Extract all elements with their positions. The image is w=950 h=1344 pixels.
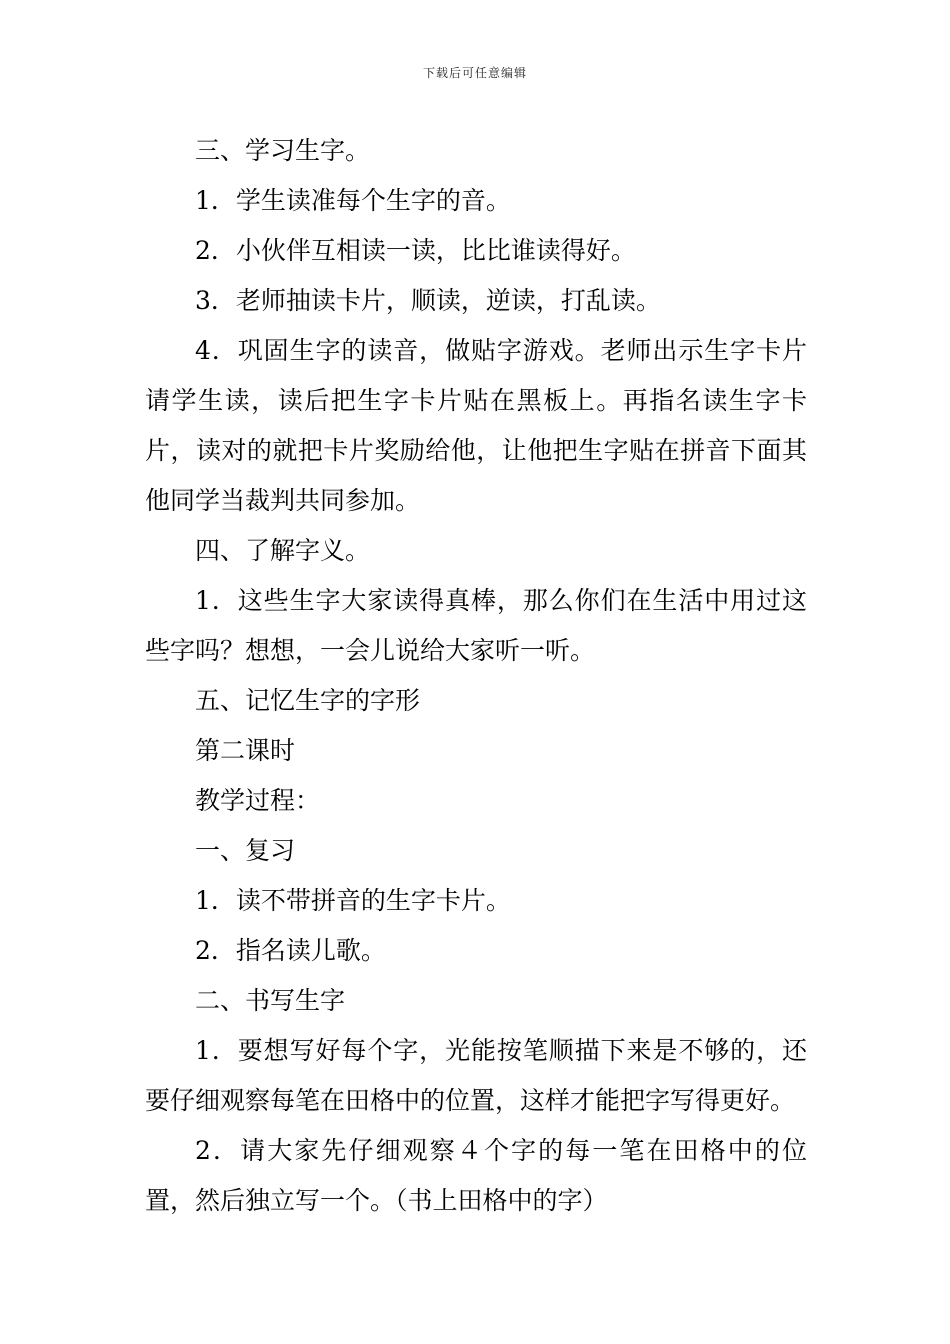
- step-paragraph: 1．学生读准每个生字的音。: [195, 186, 511, 215]
- step-paragraph: 2．请大家先仔细观察４个字的每一笔在田格中的位置，然后独立写一个。（书上田格中的字）: [145, 1136, 807, 1215]
- section-heading-memorize: 五、记忆生字的字形: [195, 686, 421, 715]
- step-paragraph: 1．要想写好每个字，光能按笔顺描下来是不够的，还要仔细观察每笔在田格中的位置，这样才能把字写得更好。: [145, 1036, 807, 1115]
- section-heading-review: 一、复习: [195, 836, 296, 865]
- step-paragraph: 2．指名读儿歌。: [195, 936, 386, 965]
- section-heading-meaning: 四、了解字义。: [195, 536, 371, 565]
- step-paragraph: 2．小伙伴互相读一读，比比谁读得好。: [195, 236, 636, 265]
- step-paragraph: 1．读不带拼音的生字卡片。: [195, 886, 511, 915]
- section-heading-learn-characters: 三、学习生字。: [195, 136, 371, 165]
- process-heading: 教学过程：: [195, 786, 321, 815]
- step-paragraph: 4．巩固生字的读音，做贴字游戏。老师出示生字卡片请学生读，读后把生字卡片贴在黑板上。再指名读生字卡片，读对的就把卡片奖励给他，让他把生字贴在拼音下面其他同学当裁判共同参加。: [145, 336, 807, 515]
- lesson-heading: 第二课时: [195, 736, 296, 765]
- page-header: 下载后可任意编辑: [422, 66, 527, 80]
- step-paragraph: 3．老师抽读卡片，顺读，逆读，打乱读。: [195, 286, 661, 315]
- step-paragraph: 1．这些生字大家读得真棒，那么你们在生活中用过这些字吗？想想，一会儿说给大家听一听。: [145, 586, 807, 665]
- section-heading-writing: 二、书写生字: [195, 986, 346, 1015]
- document-body: [145, 126, 807, 1226]
